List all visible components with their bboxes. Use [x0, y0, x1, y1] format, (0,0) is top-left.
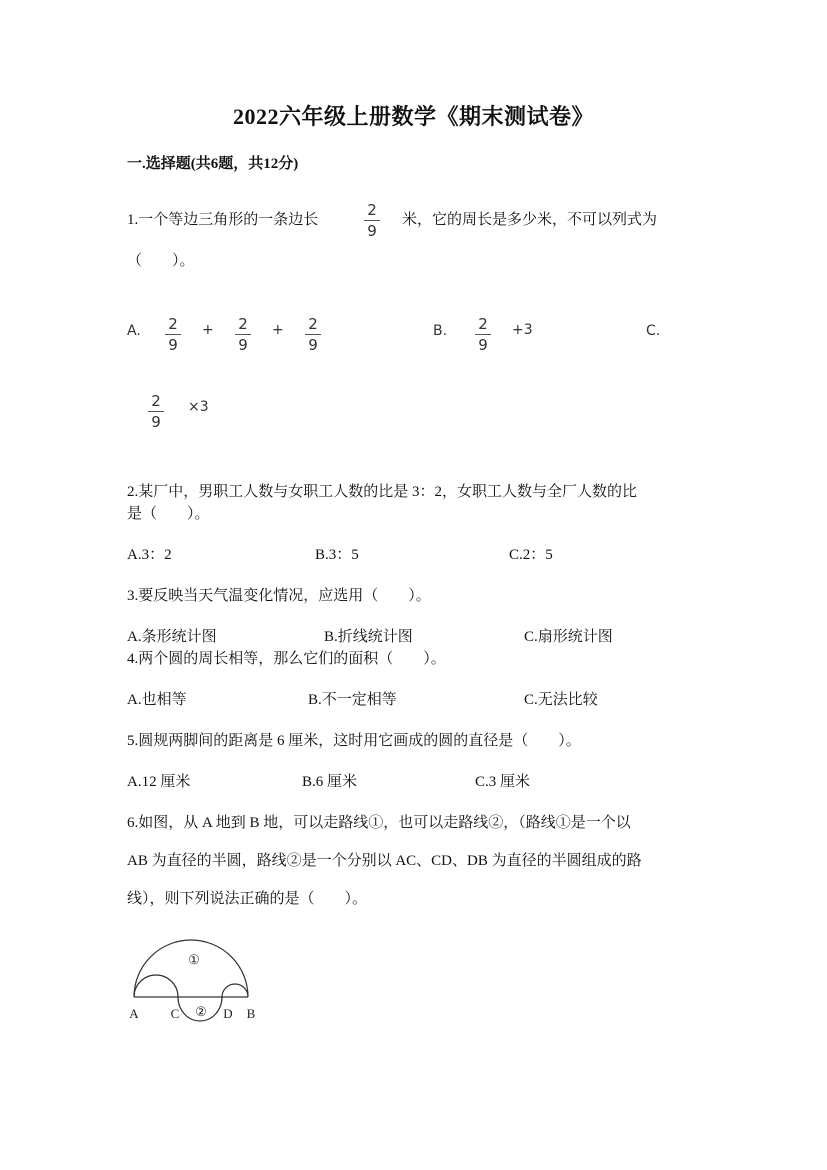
route-diagram [120, 930, 270, 1030]
fraction-bar [475, 334, 491, 335]
question-3-option-b[interactable]: B.折线统计图 [324, 629, 413, 645]
section-heading: 一.选择题(共6题，共12分) [127, 156, 299, 172]
question-1-fraction [361, 202, 383, 239]
fraction-bar [235, 334, 251, 335]
fraction-bar [148, 411, 164, 412]
fraction-numerator: 2 [478, 315, 488, 333]
question-4-option-b[interactable]: B.不一定相等 [308, 692, 397, 708]
question-3-option-a[interactable]: A.条形统计图 [127, 629, 217, 645]
option-c-label: C. [646, 323, 661, 339]
fraction-bar [165, 334, 181, 335]
question-6-text-line-3: 线），则下列说法正确的是（ ）。 [127, 891, 368, 907]
route-2-arc-db [222, 984, 248, 997]
fraction-numerator: 2 [308, 315, 318, 333]
question-1-text-end: 米，它的周长是多少米，不可以列式为 [402, 212, 658, 228]
option-b-tail: +3 [512, 322, 533, 338]
option-a-plus-2: + [272, 322, 284, 338]
question-1-blank: （ ）。 [127, 253, 195, 269]
question-4-text: 4.两个圆的周长相等，那么它们的面积（ ）。 [127, 651, 446, 667]
question-4-option-c[interactable]: C.无法比较 [524, 692, 598, 708]
question-1-text-start: 1.一个等边三角形的一条边长 [127, 212, 319, 228]
point-a-label: A [129, 1006, 139, 1021]
question-3-option-c[interactable]: C.扇形统计图 [524, 629, 613, 645]
question-5-option-b[interactable]: B.6 厘米 [302, 774, 358, 790]
fraction-bar [305, 334, 321, 335]
point-b-label: B [246, 1006, 256, 1021]
option-a-label: A. [127, 323, 141, 339]
question-4-option-a[interactable]: A.也相等 [127, 692, 187, 708]
route-1-arc [134, 940, 248, 997]
fraction-numerator: 2 [168, 315, 178, 333]
route-2-arc-ac [134, 975, 178, 997]
fraction-numerator: 2 [238, 315, 248, 333]
option-a-fraction-1 [162, 316, 184, 353]
fraction-bar [364, 220, 380, 221]
question-3-text: 3.要反映当天气温变化情况，应选用（ ）。 [127, 588, 431, 604]
option-b-fraction [472, 316, 494, 353]
option-a-plus-1: + [202, 322, 214, 338]
option-b-label: B. [433, 323, 448, 339]
point-c-label: C [170, 1006, 180, 1021]
point-d-label: D [223, 1006, 233, 1021]
route-2-label: ② [195, 1004, 207, 1019]
option-c-fraction [145, 393, 167, 430]
fraction-numerator: 2 [367, 201, 377, 219]
question-2-blank: 是（ ）。 [127, 506, 210, 522]
fraction-denominator: 9 [151, 413, 161, 431]
question-5-text: 5.圆规两脚间的距离是 6 厘米，这时用它画成的圆的直径是（ ）。 [127, 733, 581, 749]
fraction-denominator: 9 [308, 336, 318, 354]
fraction-numerator: 2 [151, 392, 161, 410]
question-5-option-c[interactable]: C.3 厘米 [475, 774, 531, 790]
question-2-option-a[interactable]: A.3：2 [127, 547, 172, 563]
fraction-denominator: 9 [478, 336, 488, 354]
option-a-fraction-2 [232, 316, 254, 353]
route-1-label: ① [188, 952, 200, 967]
fraction-denominator: 9 [238, 336, 248, 354]
question-2-option-c[interactable]: C.2：5 [509, 547, 553, 563]
fraction-denominator: 9 [168, 336, 178, 354]
question-5-option-a[interactable]: A.12 厘米 [127, 774, 191, 790]
page-title: 2022六年级上册数学《期末测试卷》 [232, 104, 594, 129]
fraction-denominator: 9 [367, 222, 377, 240]
question-2-text: 2.某厂中，男职工人数与女职工人数的比是 3：2，女职工人数与全厂人数的比 [127, 484, 638, 500]
option-a-fraction-3 [302, 316, 324, 353]
question-6-text-line-1: 6.如图，从 A 地到 B 地，可以走路线①，也可以走路线②，（路线①是一个以 [127, 815, 631, 831]
question-6-text-line-2: AB 为直径的半圆，路线②是一个分别以 AC、CD、DB 为直径的半圆组成的路 [127, 853, 642, 869]
question-2-option-b[interactable]: B.3：5 [315, 547, 359, 563]
option-c-tail: ×3 [188, 399, 209, 415]
